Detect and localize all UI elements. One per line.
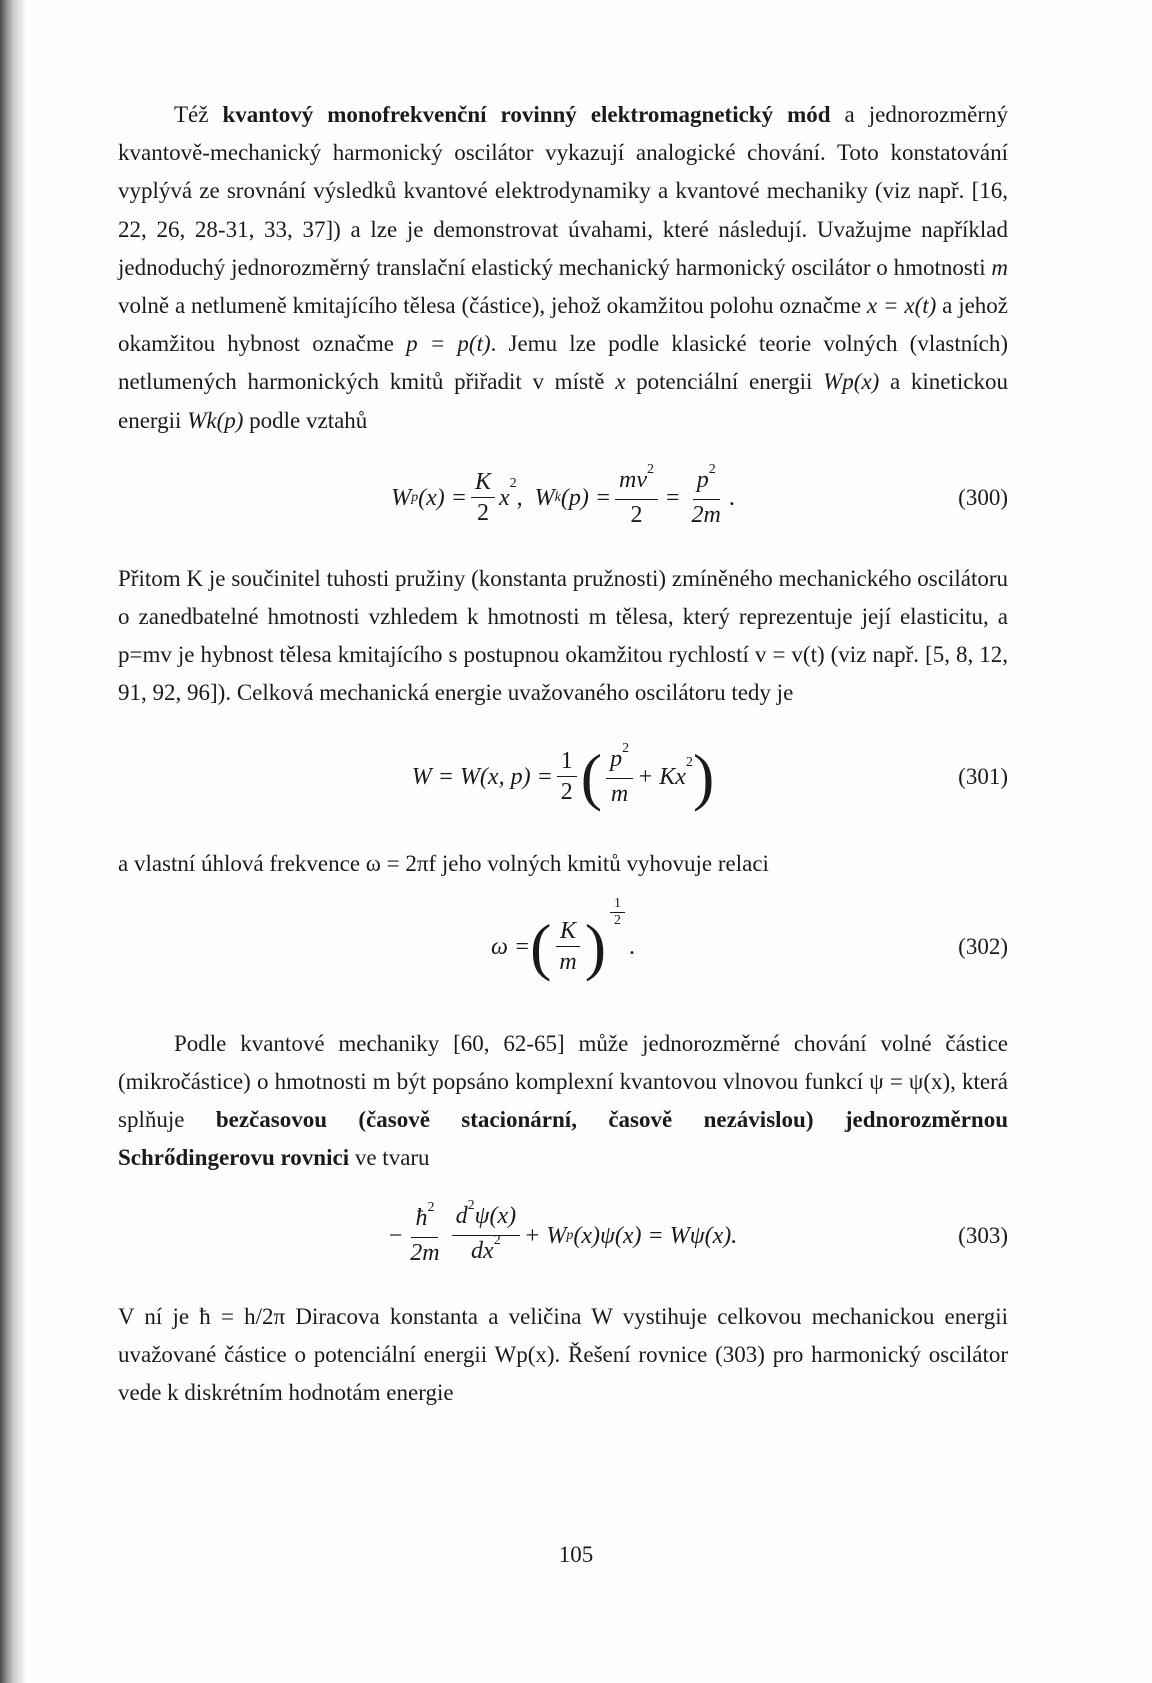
inline-formula: Wp(x) [823, 369, 880, 395]
eq-term: p [696, 467, 709, 494]
eq-term: ω = [490, 933, 531, 960]
paragraph-5: V ní je ħ = h/2π Diracova konstanta a veličina W vystihuje celkovou mechanickou energii uvažované částice o potenciální energii Wp(x). Řešení rovnice (303) pro harmonický oscilátor vede k diskrétním hodnotám energie [118, 1303, 1008, 1406]
numerator: K [556, 916, 580, 947]
equation-number: (302) [958, 933, 1008, 959]
denominator: 2m [691, 502, 721, 529]
equation-302 [118, 895, 1008, 999]
denominator: m [559, 949, 577, 976]
eq-term: − [388, 1222, 403, 1249]
inline-formula: p = p(t) [406, 331, 491, 357]
bold-term: bezčasovou (časově stacionární, časově nezávislou) jednorozměrnou Schrődingerovu rovnici [118, 1107, 1008, 1171]
fraction [557, 746, 577, 807]
text: Též [174, 102, 223, 127]
eq-term: + W [524, 1222, 567, 1249]
eq-sup: 2 [493, 1233, 501, 1249]
numerator [615, 462, 658, 500]
right-paren: ) [584, 910, 607, 982]
text: . Jemu lze podle klasické teorie volných (vlastních) netlumených harmonických kmitů přiřadit v místě [118, 331, 1009, 395]
denominator: 2 [476, 500, 489, 527]
eq-term: (x)ψ(x) = Wψ(x). [573, 1222, 738, 1249]
formula [490, 896, 636, 982]
fraction [688, 462, 725, 530]
text: Podle kvantové mechaniky [60, 62-65] může jednorozměrné chování volné částice (mikročástice) o hmotnosti m být popsáno komplexní kvantovou vlnovou funkcí ψ = ψ(x), která splňuje [118, 1030, 1008, 1133]
fraction [452, 1198, 521, 1270]
eq-term: ħ [415, 1205, 428, 1232]
text: volně a netlumeně kmitajícího tělesa (částice), jehož okamžitou polohu označme [118, 293, 867, 319]
eq-term: . [629, 933, 636, 960]
eq-term: (p) = [560, 484, 612, 511]
equation-301 [118, 725, 1008, 829]
denominator: 2 [560, 779, 573, 806]
paragraph-3: a vlastní úhlová frekvence ω = 2πf jeho volných kmitů vyhovuje relaci [118, 850, 769, 876]
eq-sup: 2 [467, 1198, 475, 1214]
paragraph-1 [118, 96, 1008, 440]
text: podle vztahů [243, 407, 368, 433]
eq-term: dx [471, 1238, 494, 1265]
eq-term: mv [619, 467, 647, 494]
paragraph-2: Přitom K je součinitel tuhosti pružiny (konstanta pružnosti) zmíněného mechanického oscilátoru o zanedbatelné hmotnosti vzhledem k hmotnosti m tělesa, který reprezentuje její elasticitu, a p=mv je hybnost tělesa kmitajícího s postupnou okamžitou rychlostí v = v(t) (viz např. [5, 8, 12, 91, 92, 96]). Celková mechanická energie uvažovaného oscilátoru tedy je [118, 565, 1008, 706]
eq-term: d [455, 1203, 468, 1230]
text: a jehož okamžitou hybnost označme [118, 293, 1009, 357]
eq-term: . [728, 484, 735, 511]
denominator [467, 1233, 505, 1270]
binding-shadow [0, 0, 26, 1683]
fraction [471, 467, 495, 528]
eq-term: x [498, 484, 510, 511]
left-paren: ( [580, 740, 603, 812]
symbol-x: x [615, 369, 626, 395]
text: a jednorozměrný kvantově-mechanický harmonický oscilátor vykazují analogické chování. Toto konstatování vyplývá ze srovnání výsledků kvantové elektrodynamiky a kvantové mechaniky (viz např. [16, 22, 26, 28-31, 33, 37]) a lze je demonstrovat úvahami, které následují. Uvažujme například jednoduchý jednorozměrný translační elastický mechanický harmonický oscilátor o hmotnosti [118, 102, 1009, 280]
eq-sup: 2 [708, 462, 716, 478]
left-paren: ( [530, 910, 552, 982]
eq-sup: 2 [647, 462, 654, 478]
eq-term: W = W(x, p) = [411, 763, 553, 790]
eq-term: = [666, 484, 680, 511]
paragraph-4 [118, 1025, 1008, 1178]
numerator: 1 [557, 746, 577, 777]
text: potenciální energii [625, 369, 824, 395]
denominator: 2 [614, 913, 622, 929]
formula: W p (x) = $\frac{K}{2}$ x 2 , W k (p) = $\frac{mv^2}{2}$ = $\frac{p^2}{2m}$ . [391, 462, 735, 529]
inline-formula: x = x(t) [866, 293, 937, 319]
equation-number: (300) [958, 484, 1008, 510]
eq-sup: 2 [509, 475, 517, 491]
formula: − $\frac{ħ^2}{2m}$ $\frac{d^2\psi(x)}{dx^2}$ + W p (x)ψ(x) = Wψ(x). [389, 1201, 738, 1270]
equation-number: (301) [958, 763, 1008, 789]
fraction [606, 741, 633, 809]
fraction [406, 1200, 443, 1268]
text: a kinetickou energii [118, 369, 1008, 433]
numerator [693, 462, 720, 500]
equation-303 [118, 1190, 1008, 1282]
symbol-m: m [991, 254, 1008, 280]
text: ve tvaru [349, 1145, 430, 1171]
numerator [411, 1200, 438, 1238]
eq-sup: 2 [685, 754, 693, 770]
equation-number: (303) [958, 1222, 1008, 1248]
page-body [118, 96, 1008, 1412]
fraction [615, 462, 658, 530]
page-number: 105 [558, 1542, 594, 1567]
eq-term: W [391, 484, 412, 511]
eq-sup: 2 [622, 741, 630, 757]
numerator: K [471, 467, 495, 498]
numerator: 1 [610, 896, 625, 913]
numerator [452, 1198, 521, 1236]
eq-term: ψ(x) [474, 1203, 517, 1230]
eq-term: + Kx [637, 763, 686, 790]
formula [411, 740, 715, 812]
eq-sup: 2 [427, 1200, 435, 1216]
eq-term: W [534, 484, 555, 511]
eq-term: (x) = [418, 484, 467, 511]
equation-300 [118, 452, 1008, 544]
numerator [606, 741, 633, 779]
eq-term: , [516, 484, 523, 511]
denominator: 2m [410, 1240, 440, 1267]
denominator: 2 [630, 502, 643, 529]
denominator: m [610, 781, 629, 808]
fraction [555, 916, 580, 977]
exponent-fraction [610, 896, 625, 929]
bold-term: kvantový monofrekvenční rovinný elektromagnetický mód [222, 102, 831, 127]
eq-term: p [610, 746, 623, 773]
inline-formula: Wk(p) [187, 407, 244, 433]
right-paren: ) [692, 740, 715, 812]
